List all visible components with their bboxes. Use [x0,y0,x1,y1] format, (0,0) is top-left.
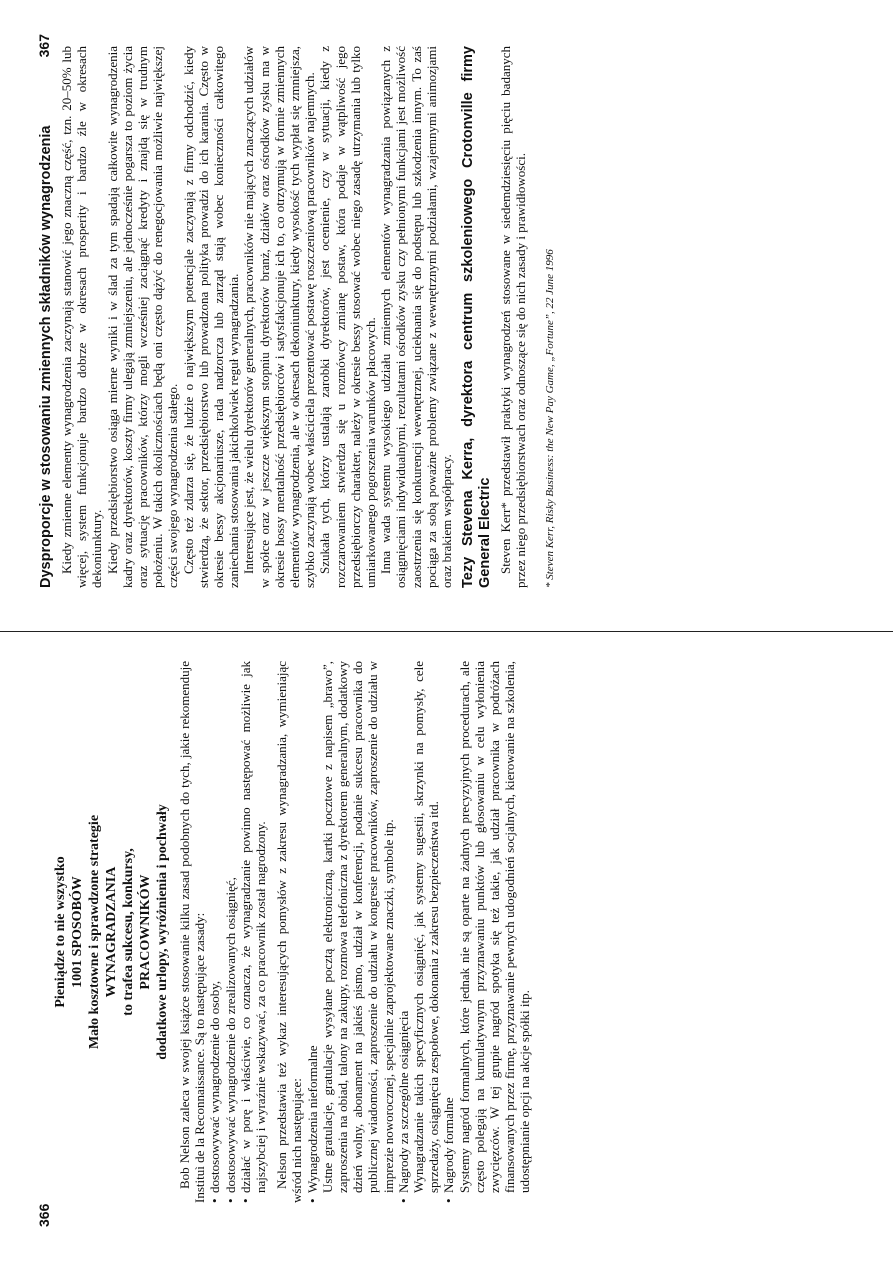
rule-item: • dostosowywać wynagrodzenie do zrealizowanych osiągnięć, [223,661,238,1203]
body-paragraph: Inna wada systemu wysokiego udziału zmiennych elementów wynagradzania powiązanych z osiągnięciami indywidualnymi, rezultatami ośrodków zysku czy pełnionymi funkcjami jest możliwość zaostrzenia się konkurencji wewnętrznej, ucieknania się do podstępu lub szkodzenia innym. To zaś pociąga za sobą poważne problemy związane z wewnętrznymi podziałami, wzajemnymi animozjami oraz brakiem współpracy. [378,46,455,588]
page-divider [0,631,893,632]
body-paragraph: Szukała tych, którzy ustalają zarobki dyrektorów, jest ocenienie, czy w sytuacji, kiedy z rozczarowaniem stwierdza się u rozmówcy zmianę postaw, która podaje w wątpliwość jego przedsiębiorczy charakter, należy w okresie bessy stosować wobec niego zasadę utrzymania lub tylko umiarkowanego pogorszenia warunków płacowych. [317,46,379,588]
footnote: * Steven Kerr, Risky Business: the New Pay Game, „Fortune”, 22 June 1996 [543,249,556,588]
category-text: Wynagradzanie takich specyficznych osiągnięć, jak systemy sugestii, skrzynki na pomysły, cele sprzedaży, osiągnięcia zespołowe, dokonania z zakresu bezpieczeństwa itd. [411,661,442,1193]
body-paragraph: Kiedy zmienne elementy wynagrodzenia zaczynają stanowić jego znaczną część, tzn. 20–50% lub więcej, system funkcjonuje bardzo dobrze w okresach prosperity i bardzo źle w okresach dekoniunktury. [59,46,105,588]
category-text: Systemy nagród formalnych, które jednak nie są oparte na żadnych precyzyjnych procedurach, ale często polegają na kumulatywnym przyznawaniu punktów lub głosowaniu w celu wyłonienia zwycięzców. W tej grupie nagród spotyka się też takie, jak udział pracownika w podróżach finansowanych przez firmę, przyznawanie pewnych udogodnień socjalnych, kierowanie na szkolenia, udostępnianie opcji na akcje spółki itp. [456,661,533,1193]
body-paragraph: Interesujące jest, że wielu dyrektorów generalnych, pracowników nie mających znaczących udziałów w spółce oraz w jeszcze większym stopniu dyrektorów branż, działów oraz ośrodków zysku ma w okresie hossy mentalność przedsiębiorców i satysfakcjonuje ich to, co otrzymują w formie zmiennych elementów wynagrodzenia, ale w okresach dekoniunktury, kiedy wysokość tych wypłat się zmniejsza, szybko zaczynają wobec właściciela prezentować postawę roszczeniową pracowników najemnych. [241,46,318,588]
heading-line: WYNAGRADZANIA [104,866,119,998]
rule-item: • dostosowywać wynagrodzenie do osoby, [207,661,222,1203]
rule-item: • działać w porę i właściwie, co oznacza, że wynagradzanie powinno następować możliwie jak najszybciej i wyraźnie wskazywać, za co pracownik został nagrodzony. [238,661,268,1203]
body-paragraph: Często też zdarza się, że ludzie o największym potencjale zaczynają z firmy odchodzić, kiedy stwierdzą, że sektor, przedsiębiorstwo lub prowadzona polityka prowadzi do ich karania. Często w okresie bessy akcjonariusze, rada nadzorcza lub zarząd stają wobec konieczności całkowitego zaniechania stosowania jakichkolwiek reguł wynagradzania. [180,46,242,588]
page-366-content [52,661,533,1203]
category-title: • Nagrody za szczególne osiągnięcia [396,661,411,1203]
section-title: Dysproporcje w stosowaniu zmiennych składników wynagrodzenia [38,125,54,588]
heading-line: to trafea sukcesu, konkursy, [121,848,136,1016]
body-paragraph: Kiedy przedsiębiorstwo osiąga mierne wyniki i w ślad za tym spadają całkowite wynagrodzenia kadry oraz dyrektorów, koszty firmy ulegają zmniejszeniu, ale jednocześnie pogarsza to poziom życia oraz sytuację pracowników, którzy mogli wcześniej zaciągnąć kredyty i znajdą się w trudnym położeniu. W takich okolicznościach będą oni często dążyć do renegocjowania możliwie największej części swojego wynagrodzenia stałego. [104,46,181,588]
section-title: Tezy Stevena Kerra, dyrektora centrum szkoleniowego Crotonville firmy General Electric [460,46,494,588]
heading-line: PRACOWNIKÓW [138,874,153,990]
category-title: • Wynagrodzenia nieformalne [305,661,320,1203]
intro-paragraph: Bob Nelson zaleca w swojej książce stosowanie kilku zasad podobnych do tych, jakie rekomenduje Instituì de la Reconnaissance. Są to następujące zasady: [177,661,208,1203]
page-number: 366 [36,1203,52,1227]
category-title: • Nagrody formalne [441,661,456,1203]
page-367-content [38,46,558,588]
ideas-intro-paragraph: Nelson przedstawia też wykaz interesujących pomysłów z zakresu wynagradzania, wymieniając wśród nich następujące: [274,661,305,1203]
body-paragraph: Steven Kerr* przedstawił praktyki wynagrodzeń stosowane w siedemdziesięciu pięciu badanych przez niego przedsiębiorstwach oraz odnoszące się do nich zasady i prawidłowości. [498,46,529,588]
page-366 [0,631,893,1263]
heading-line: Pieniądze to nie wszystko [53,856,68,1008]
heading-line: Mało kosztowne i sprawdzone strategie [87,814,102,1050]
page-number: 367 [36,34,52,58]
heading-line: 1001 SPOSOBÓW [70,876,85,988]
heading-line: dodatkowe urlopy, wyróżnienia i pochwały [155,804,170,1060]
category-text: Ustne gratulacje, gratulacje wysyłane pocztą elektroniczną, kartki pocztowe z napisem „brawo”, zaproszenia na obiad, talony na zakupy, rozmowa telefoniczna z dyrektorem generalnym, dodatkowy dzień wolny, abonament na jakieś pismo, udział w konferencji, podanie sukcesu pracownika do publicznej wiadomości, zaproszenie do udziału w kongresie pracowników, zaproszenie do udziału w imprezie noworocznej, specjalnie zaprojektowane znaczki, symbole itp. [319,661,396,1193]
